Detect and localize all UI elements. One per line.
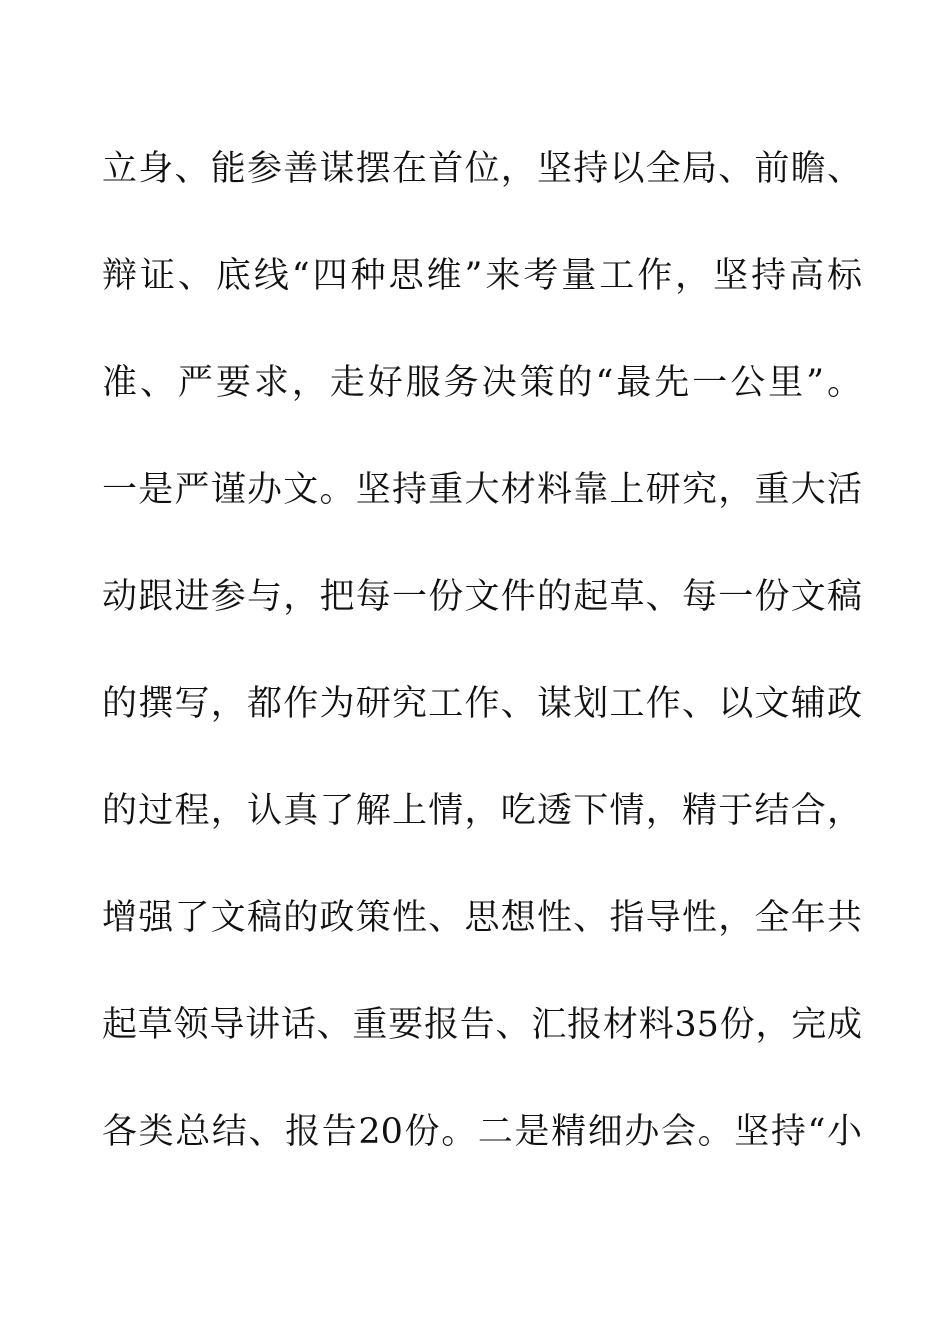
text-line: 各类总结、报告20份。二是精细办会。坚持“小 bbox=[102, 1112, 862, 1152]
body-text bbox=[102, 142, 862, 1212]
text-line: 准、严要求，走好服务决策的“最先一公里”。 bbox=[102, 363, 862, 403]
text-line: 立身、能参善谋摆在首位，坚持以全局、前瞻、 bbox=[102, 149, 862, 189]
text-line: 的过程，认真了解上情，吃透下情，精于结合， bbox=[102, 791, 862, 831]
text-line: 起草领导讲话、重要报告、汇报材料35份，完成 bbox=[102, 1005, 862, 1045]
text-line: 的撰写，都作为研究工作、谋划工作、以文辅政 bbox=[102, 684, 862, 724]
text-line: 辩证、底线“四种思维”来考量工作，坚持高标 bbox=[102, 256, 862, 296]
text-line: 增强了文稿的政策性、思想性、指导性，全年共 bbox=[102, 898, 862, 938]
text-line: 一是严谨办文。坚持重大材料靠上研究，重大活 bbox=[102, 470, 862, 510]
text-line: 动跟进参与，把每一份文件的起草、每一份文稿 bbox=[102, 577, 862, 617]
